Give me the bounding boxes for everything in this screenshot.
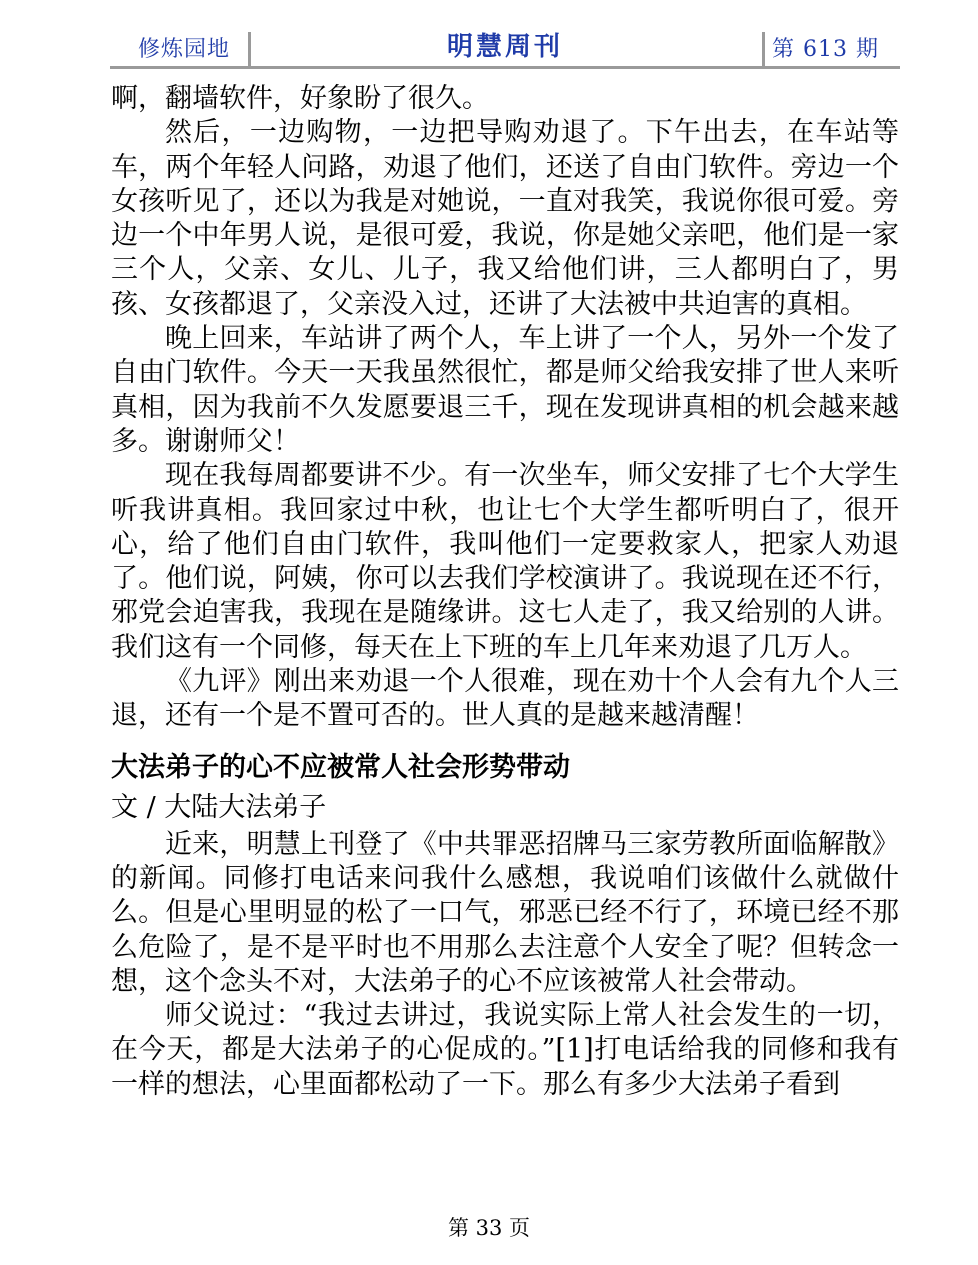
section-name: 修炼园地	[138, 37, 231, 62]
page-header	[110, 22, 900, 68]
paragraph: 师父说过：“我过去讲过，我说实际上常人社会发生的一切，在今天，都是大法弟子的心促成的。”[1]打电话给我的同修和我有一样的想法，心里面都松动了一下。那么有多少大法弟子看到	[111, 1000, 899, 1100]
article-title: 大法弟子的心不应被常人社会形势带动	[111, 751, 570, 783]
paragraph: 然后，一边购物，一边把导购劝退了。下午出去，在车站等车，两个年轻人问路，劝退了他们，还送了自由门软件。旁边一个女孩听见了，还以为我是对她说，一直对我笑，我说你很可爱。旁边一个中年男人说，是很可爱，我说，你是她父亲吧，他们是一家三个人，父亲、女儿、儿子，我又给他们讲，三人都明白了，男孩、女孩都退了，父亲没入过，还讲了大法被中共迫害的真相。	[111, 117, 899, 320]
paragraph: 《九评》刚出来劝退一个人很难，现在劝十个人会有九个人三退，还有一个是不置可否的。世人真的是越来越清醒！	[111, 666, 899, 732]
issue-number: 第 613 期	[772, 37, 879, 62]
paragraph: 啊，翻墙软件，好象盼了很久。	[111, 83, 489, 114]
header-rule	[110, 66, 900, 69]
paragraph: 现在我每周都要讲不少。有一次坐车，师父安排了七个大学生听我讲真相。我回家过中秋，也让七个大学生都听明白了，很开心，给了他们自由门软件，我叫他们一定要救家人，把家人劝退了。他们说，阿姨，你可以去我们学校演讲了。我说现在还不行，邪党会迫害我，我现在是随缘讲。这七人走了，我又给别的人讲。我们这有一个同修，每天在上下班的车上几年来劝退了几万人。	[111, 460, 899, 663]
header-divider-right	[762, 32, 765, 66]
publication-title: 明慧周刊	[446, 32, 563, 62]
article-author: 文 / 大陆大法弟子	[111, 791, 327, 823]
page-number: 第 33 页	[447, 1216, 531, 1240]
paragraph: 近来，明慧上刊登了《中共罪恶招牌马三家劳教所面临解散》的新闻。同修打电话来问我什么感想，我说咱们该做什么就做什么。但是心里明显的松了一口气，邪恶已经不行了，环境已经不那么危险了，是不是平时也不用那么去注意个人安全了呢？但转念一想，这个念头不对，大法弟子的心不应该被常人社会带动。	[111, 828, 899, 997]
paragraph: 晚上回来，车站讲了两个人，车上讲了一个人，另外一个发了自由门软件。今天一天我虽然很忙，都是师父给我安排了世人来听真相，因为我前不久发愿要退三千，现在发现讲真相的机会越来越多。谢谢师父！	[111, 323, 899, 457]
page-content	[111, 82, 899, 1102]
